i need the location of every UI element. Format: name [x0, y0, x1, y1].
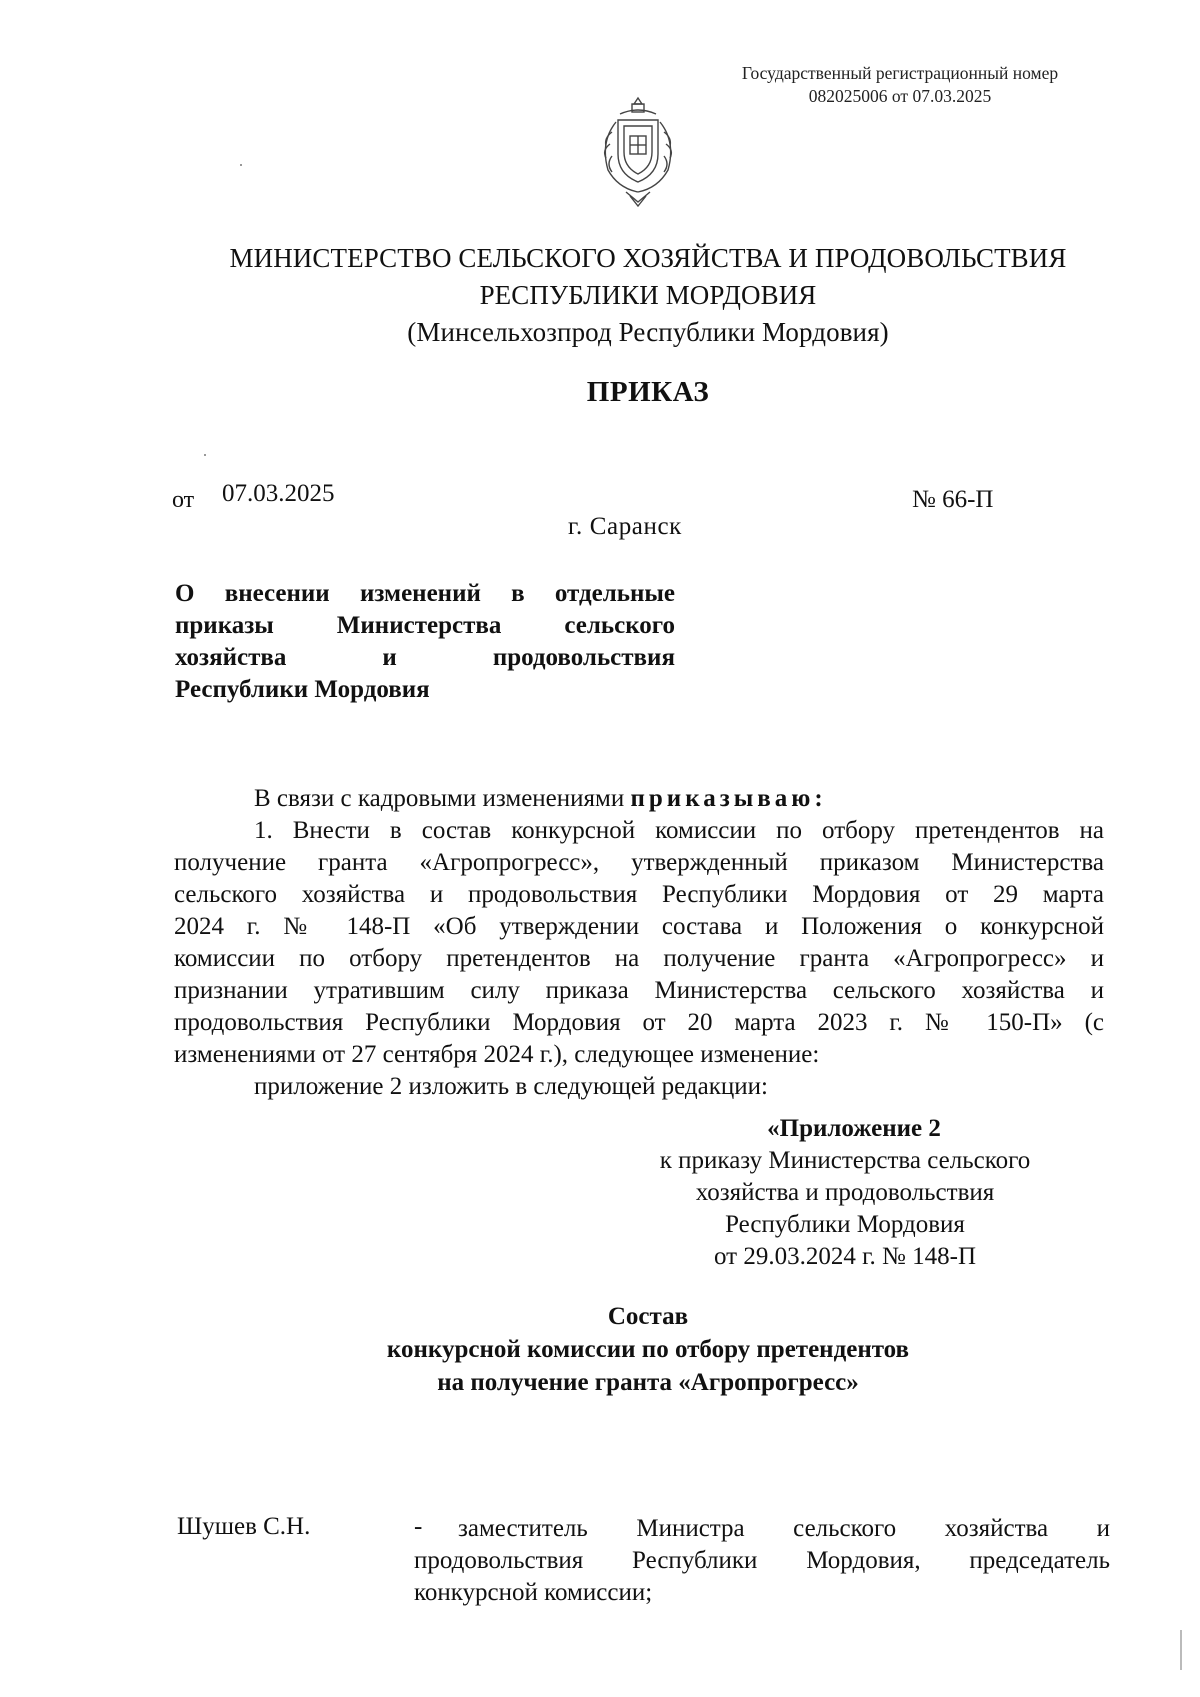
member-role	[414, 1513, 1110, 1609]
paragraph-line: изменениями от 27 сентября 2024 г.), следующее изменение:	[174, 1041, 820, 1068]
annex-title: «Приложение 2	[767, 1115, 941, 1142]
subject-line: приказы Министерства сельского	[175, 612, 675, 639]
annex-line: от 29.03.2024 г. № 148-П	[713, 1243, 976, 1270]
document-date: 07.03.2025	[222, 480, 335, 507]
scan-speck	[204, 454, 206, 456]
paragraph-line: 1. Внести в состав конкурсной комиссии по отбору претендентов на	[254, 817, 1104, 844]
paragraph-line: 2024 г. № 148-П «Об утверждении состава и Положения о конкурсной	[174, 913, 1104, 940]
document-number: № 66-П	[912, 486, 994, 513]
composition-title: Состав	[607, 1303, 689, 1330]
registration-stamp	[650, 62, 1150, 108]
registration-number: 082025006 от 07.03.2025	[808, 86, 992, 106]
subject-line: Республики Мордовия	[175, 676, 430, 703]
composition-line: конкурсной комиссии по отбору претендентов	[386, 1336, 910, 1363]
paragraph-line: сельского хозяйства и продовольствия Республики Мордовия от 29 марта	[174, 881, 1104, 908]
order-word: приказываю:	[630, 785, 827, 812]
annex-block	[630, 1113, 1060, 1273]
ministry-header	[100, 240, 1196, 351]
ministry-name-line1: МИНИСТЕРСТВО СЕЛЬСКОГО ХОЗЯЙСТВА И ПРОДОВОЛЬСТВИЯ	[229, 243, 1067, 273]
intro-text: В связи с кадровыми изменениями	[254, 785, 631, 812]
date-label: от	[172, 487, 195, 513]
ministry-short-name: (Минсельхозпрод Республики Мордовия)	[407, 317, 889, 347]
scan-edge-mark	[1180, 1630, 1182, 1670]
paragraph-line: продовольствия Республики Мордовия от 20 марта 2023 г. № 150-П» (с	[174, 1009, 1104, 1036]
member-name: Шушев С.Н.	[177, 1513, 311, 1540]
annex-line: хозяйства и продовольствия	[695, 1179, 995, 1206]
document-body	[174, 783, 1104, 1103]
scan-speck	[240, 164, 242, 166]
paragraph-line: приложение 2 изложить в следующей редакции:	[254, 1073, 768, 1100]
annex-line: к приказу Министерства сельского	[659, 1147, 1031, 1174]
paragraph-line: признании утратившим силу приказа Министерства сельского хозяйства и	[174, 977, 1104, 1004]
subject-line: хозяйства и продовольствия	[175, 644, 675, 671]
paragraph-line: комиссии по отбору претендентов на получение гранта «Агропрогресс» и	[174, 945, 1104, 972]
coat-of-arms-icon	[590, 92, 686, 210]
document-city: г. Саранск	[568, 513, 682, 540]
registration-label: Государственный регистрационный номер	[741, 63, 1059, 83]
composition-line: на получение гранта «Агропрогресс»	[437, 1369, 859, 1396]
document-subject	[175, 578, 675, 706]
paragraph-line: получение гранта «Агропрогресс», утвержденный приказом Министерства	[174, 849, 1104, 876]
subject-line: О внесении изменений в отдельные	[175, 580, 675, 607]
composition-heading	[100, 1300, 1196, 1399]
ministry-name-line2: РЕСПУБЛИКИ МОРДОВИЯ	[479, 280, 817, 310]
document-title: ПРИКАЗ	[586, 376, 710, 408]
member-role-line: продовольствия Республики Мордовия, председатель	[414, 1547, 1110, 1574]
annex-line: Республики Мордовия	[725, 1211, 965, 1238]
intro-paragraph	[174, 783, 1104, 815]
member-role-line: заместитель Министра сельского хозяйства и	[458, 1515, 1110, 1542]
member-dash: -	[414, 1513, 423, 1540]
member-role-line: конкурсной комиссии;	[414, 1579, 653, 1606]
